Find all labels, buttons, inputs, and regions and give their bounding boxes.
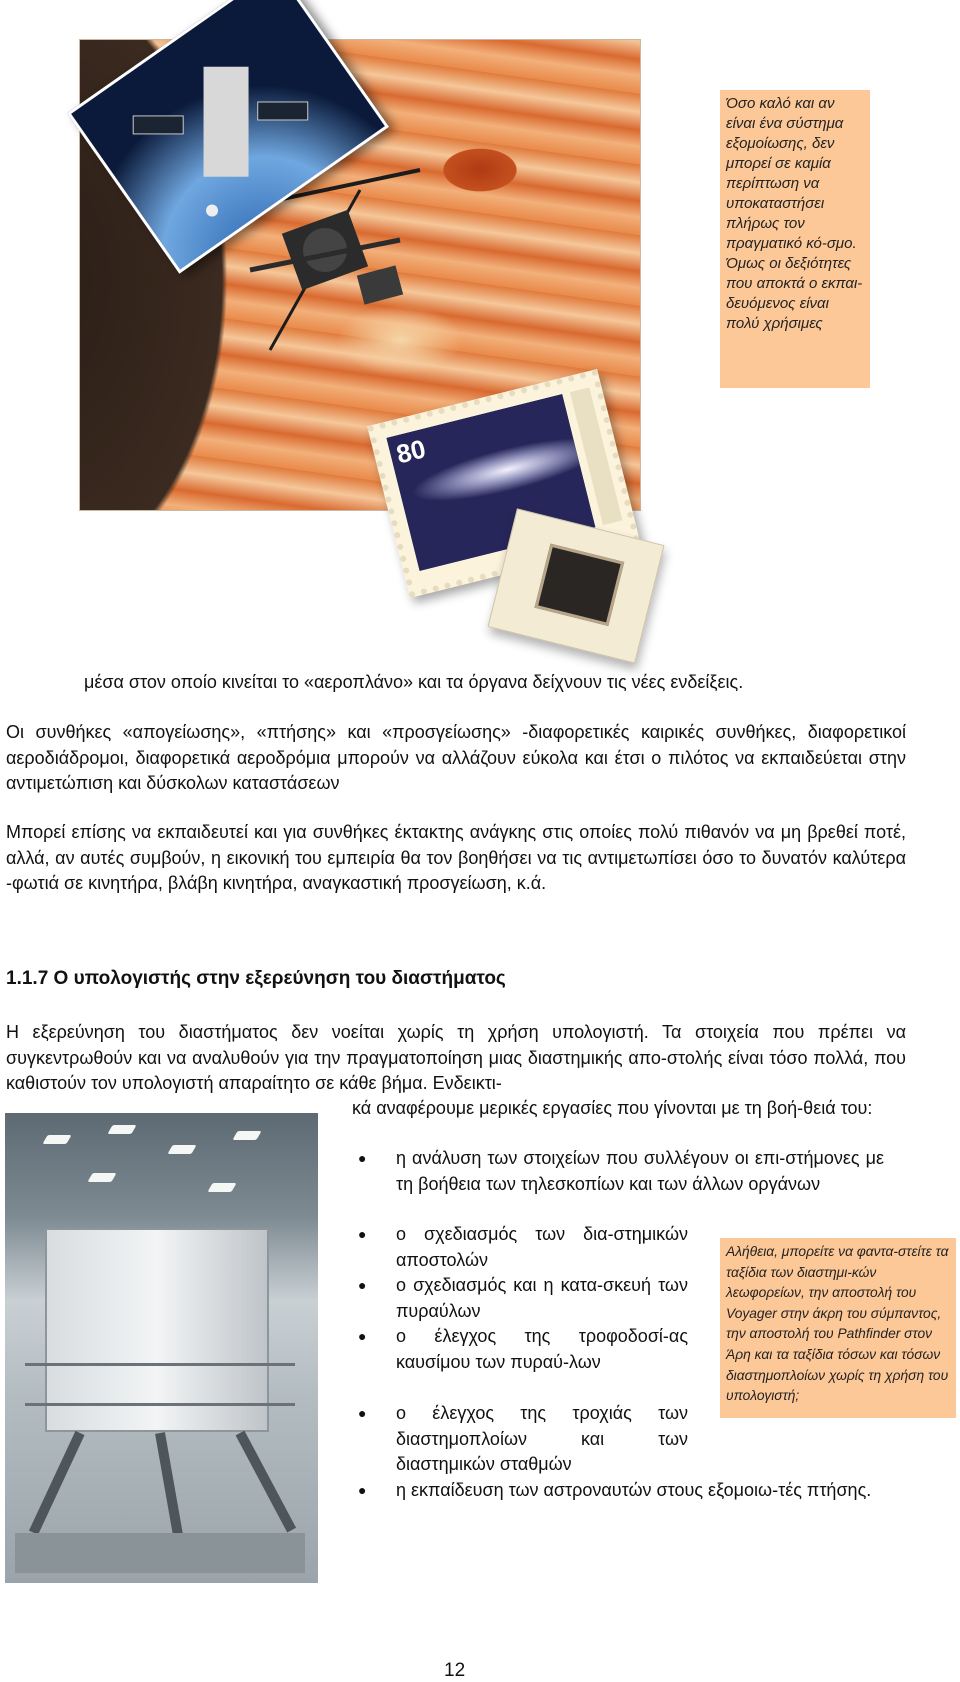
paragraph-space-exploration-continued: κά αναφέρουμε μερικές εργασίες που γίνονται με τη βοή-θειά του: [352,1098,873,1118]
list-item [358,1222,688,1273]
space-collage-image [60,0,670,660]
list-item-text: ο σχεδιασμός των δια-στημικών αποστολών [396,1224,688,1270]
simulator-cabin [45,1228,269,1432]
ceiling-light [232,1131,261,1140]
hydraulic-leg [236,1431,296,1533]
list-item-text: η ανάλυση των στοιχείων που συλλέγουν οι επι-στήμονες με τη βοήθεια των τηλεσκοπίων και των άλλων οργάνων [396,1148,884,1194]
paragraph-space-exploration: Η εξερεύνηση του διαστήματος δεν νοείται χωρίς τη χρήση υπολογιστή. Τα στοιχεία που πρέπει να συγκεντρωθούν και να αναλυθούν για την πραγματοποίηση μιας διαστημικής απο-στολής είναι τόσο πολλά, που καθιστούν τον υπολογιστή απαραίτητο σε κάθε βήμα. Ενδεικτι- [6,1022,906,1093]
list-item-text: η εκπαίδευση των αστροναυτών στους εξομοιω-τές πτήσης. [396,1480,872,1500]
chip-core [535,544,625,626]
ceiling-light [107,1125,136,1134]
bullet-icon: ● [358,1226,367,1242]
list-item-text: ο έλεγχος της τροφοδοσί-ας καυσίμου των πυραύ-λων [396,1326,688,1372]
bullet-icon: ● [358,1277,367,1293]
paragraph-conditions: Οι συνθήκες «απογείωσης», «πτήσης» και «προσγείωσης» -διαφορετικές καιρικές συνθήκες, διαφορετικοί αεροδιάδρομοι, διαφορετικά αεροδρόμια μπορούν να αλλάζουν εύκολα και έτσι ο πιλότος να εκπαιδεύεται στην αντιμετώπιση και δύσκολων καταστάσεων [6,722,906,793]
bullet-icon: ● [358,1328,367,1344]
list-item [358,1401,688,1478]
microchip-image [488,508,665,663]
simulator-base [15,1533,305,1573]
note-box-top: Όσο καλό και αν είναι ένα σύστημα εξομοίωσης, δεν μπορεί σε καμία περίπτωση να υποκαταστήσει πλήρως τον πραγματικό κό-σμο. Όμως οι δεξιότητες που αποκτά ο εκπαι-δευόμενος είναι πολύ χρήσιμες [720,90,870,388]
list-item [358,1273,688,1324]
bullet-icon: ● [358,1405,367,1421]
ceiling-light [167,1145,196,1154]
bullet-icon: ● [358,1150,367,1166]
list-item [358,1324,688,1375]
simulator-railing [25,1363,295,1366]
list-item-text: ο σχεδιασμός και η κατα-σκευή των πυραύλων [396,1275,688,1321]
ceiling-light [42,1135,71,1144]
image-caption-text: μέσα στον οποίο κινείται το «αεροπλάνο» και τα όργανα δείχνουν τις νέες ενδείξεις. [84,672,744,692]
list-item [358,1478,884,1504]
ceiling-light [207,1183,236,1192]
stamp-value: 80 [393,433,429,470]
note-box-bottom: Αλήθεια, μπορείτε να φαντα-στείτε τα ταξίδια των διαστημι-κών λεωφορείων, την αποστολή του Voyager στην άκρη του σύμπαντος, την αποστολή του Pathfinder στον Άρη και τα ταξίδια τόσων και τόσων διαστημοπλοίων χωρίς τη χρήση του υπολογιστή; [720,1238,956,1418]
section-heading: 1.1.7 Ο υπολογιστής στην εξερεύνηση του διαστήματος [6,968,506,989]
paragraph-emergency: Μπορεί επίσης να εκπαιδευτεί και για συνθήκες έκτακτης ανάγκης στις οποίες πολύ πιθανόν να μη βρεθεί ποτέ, αλλά, αν αυτές συμβούν, η εικονική του εμπειρία θα τον βοηθήσει να τις αντιμετωπίσει όσο το δυνατόν καλύτερα -φωτιά σε κινητήρα, βλάβη κινητήρα, αναγκαστική προσγείωση, κ.ά. [6,822,906,893]
list-item-text: ο έλεγχος της τροχιάς των διαστημοπλοίων και των διαστημικών σταθμών [396,1403,688,1474]
list-item [358,1146,884,1197]
page-number: 12 [444,1660,466,1681]
simulator-railing [25,1403,295,1406]
flight-simulator-photo [5,1113,318,1583]
hydraulic-leg [29,1431,85,1535]
ceiling-light [87,1173,116,1182]
bullet-icon: ● [358,1482,367,1498]
hydraulic-leg [155,1432,184,1542]
